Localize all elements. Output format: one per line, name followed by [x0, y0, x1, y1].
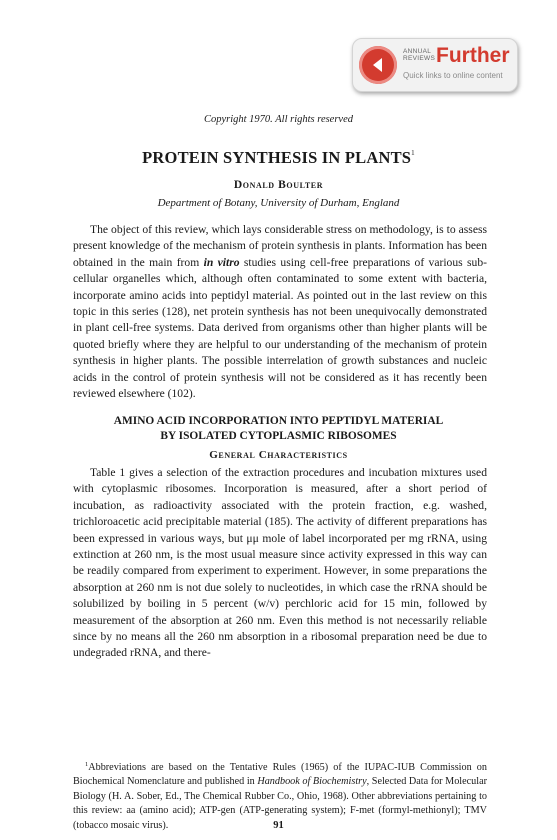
- badge-subtitle: Quick links to online content: [403, 71, 503, 80]
- back-arrow-icon: [359, 46, 397, 84]
- footnote-text-italic: Handbook of Biochemistry: [257, 776, 367, 788]
- copyright-notice: Copyright 1970. All rights reserved: [203, 114, 354, 125]
- article-title-text: PROTEIN SYNTHESIS IN PLANTS: [142, 148, 412, 167]
- section-heading-line2: BY ISOLATED CYTOPLASMIC RIBOSOMES: [160, 429, 397, 442]
- intro-text-a: The object of this review, which lays considerable stress on methodology, is to assess present knowledge of the mechanism of protein synthesis in plants. Information has been obtained in the main from: [73, 223, 487, 269]
- article-title: [0, 148, 557, 168]
- further-label: Further: [436, 44, 510, 67]
- footnote-mark: 1: [85, 761, 89, 768]
- intro-paragraph: [73, 222, 487, 402]
- section-heading-line1: AMINO ACID INCORPORATION INTO PEPTIDYL MATERIAL: [113, 415, 444, 427]
- intro-text-italic: in vitro: [203, 255, 240, 269]
- subsection-heading: General Characteristics: [209, 449, 348, 461]
- annual-label: ANNUAL: [403, 48, 432, 55]
- footnote-text-a: Abbreviations are based on the Tentative Rules (1965) of the IUPAC-IUB Commission on Biochemical Nomenclature and published in: [73, 762, 487, 788]
- body-paragraph: Table 1 gives a selection of the extraction procedures and incubation mixtures used with cytoplasmic ribosomes. Incorporation is measured, after a short period of incubation, as radioactivity associated with the protein fraction, e.g. washed, trichloroacetic acid precipitable material (185). The activity of different preparations has been expressed in various ways, but μμ mole of label incorporated per mg rRNA, using extinction at 260 nm, is the most usual measure since activity expressed in this way can be readily compared from experiment to experiment. However, in some preparations the absorption at 260 nm is not due solely to nucleotides, in which case the rRNA should be solubilized by boiling in 5 percent (w/v) perchloric acid for 15 min, followed by measurement of the absorption at 260 nm. Even this method is not necessarily reliable since by no means all the 260 nm absorption in a ribosomal preparation need be due to undegraded rRNA, and there-: [73, 466, 487, 660]
- page-number: 91: [273, 820, 284, 831]
- intro-text-b: studies using cell-free preparations of various sub-cellular organelles which, although often contaminated to some extent with bacteria, incorporate amino acids into peptidyl material. As pointed out in the last review on this topic in this series (128), net protein synthesis has not been unequivocally demonstrated in plant cell-free systems. Data derived from organisms other than higher plants will be quoted briefly where they are helpful to our understanding of the mechanism of protein synthesis in higher plants. The possible interrelation of growth substances and nucleic acids in the control of protein synthesis will not be considered as it has recently been reviewed elsewhere (102).: [73, 255, 487, 401]
- annual-reviews-logo: [403, 48, 435, 62]
- author-name: Donald Boulter: [233, 179, 324, 191]
- author-affiliation: Department of Botany, University of Durham, England: [157, 197, 400, 209]
- section-heading: [0, 414, 557, 443]
- reviews-label: REVIEWS: [403, 55, 436, 62]
- annual-reviews-further-badge[interactable]: [352, 38, 518, 92]
- footnote-text-b: , Selected Data for Molecular Biology (H. A. Sober, Ed., The Chemical Rubber Co., Ohio, 1968). Other abbreviations pertaining to this review: aa (amino acid); ATP-gen (ATP-generating system); F-met (formyl-methionyl); TMV (tobacco mosaic virus).: [73, 776, 488, 831]
- title-footnote-mark: 1: [411, 149, 415, 157]
